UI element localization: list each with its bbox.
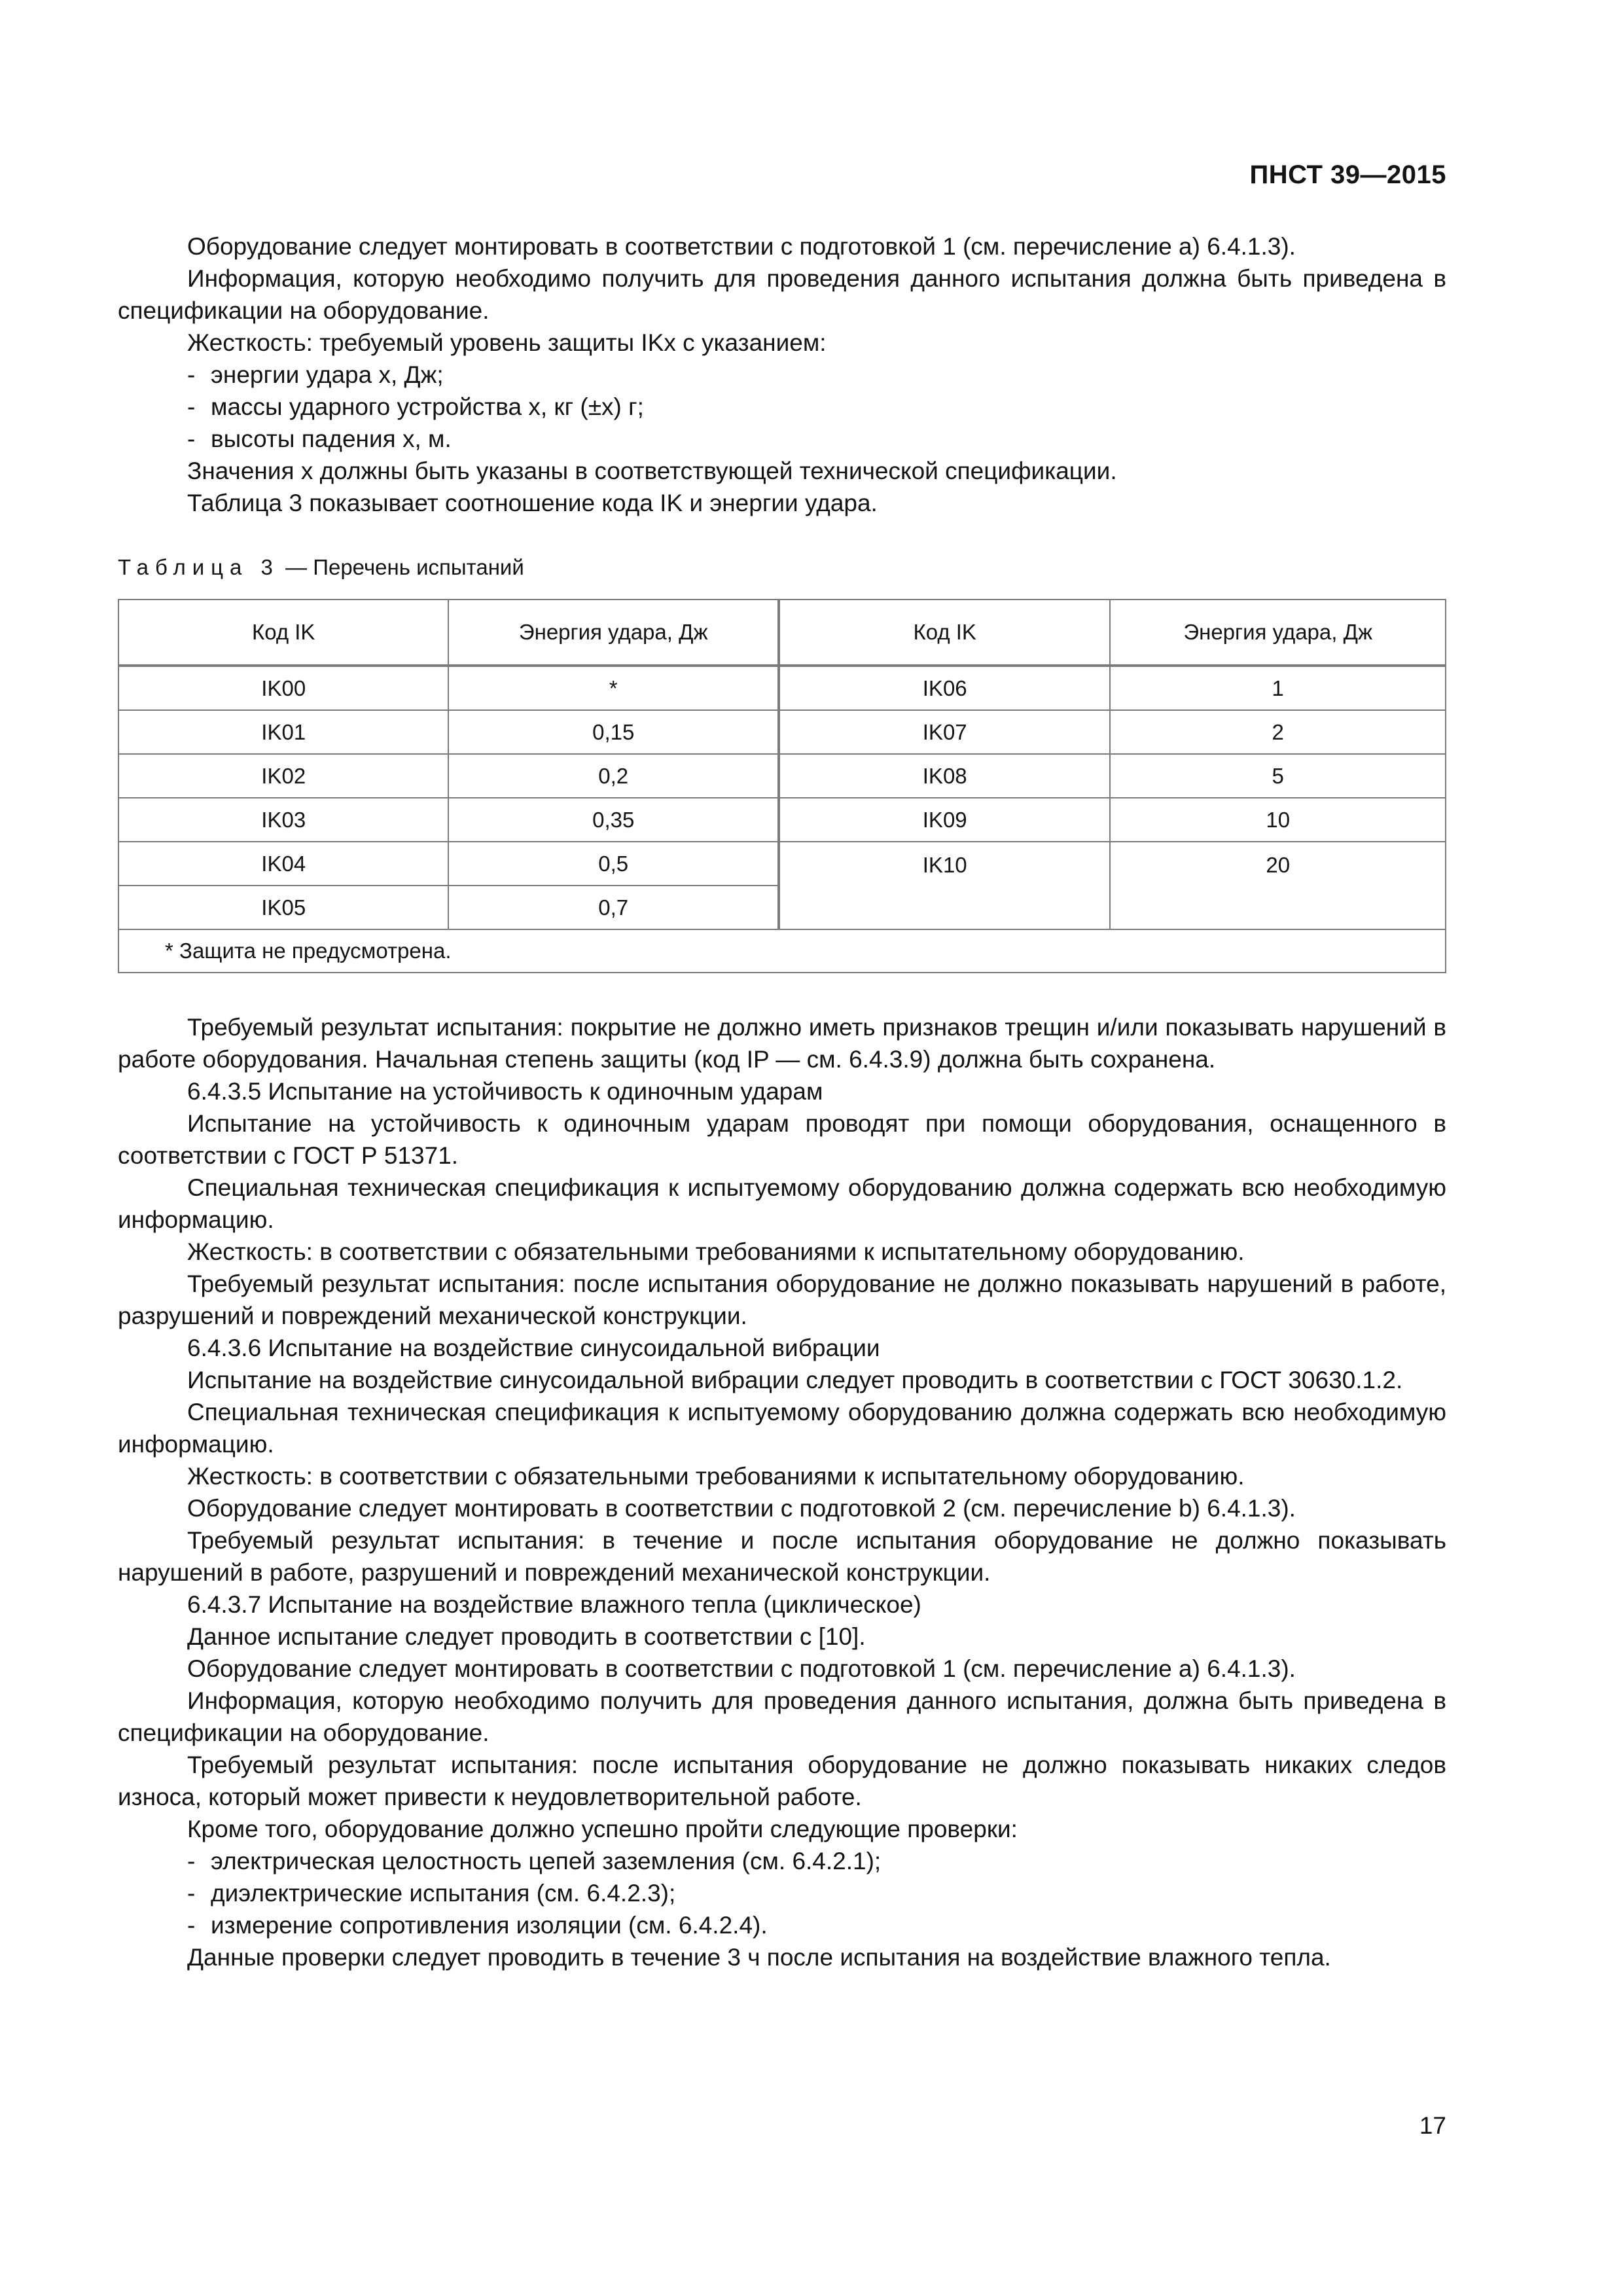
paragraph-text: 6.4.3.7 Испытание на воздействие влажного тепла (циклическое) <box>187 1591 921 1618</box>
paragraph-text: Требуемый результат испытания: после испытания оборудование не должно показывать нарушений в работе, разрушений и повреждений механической конструкции. <box>118 1270 1446 1329</box>
paragraph-text: Специальная техническая спецификация к испытуемому оборудованию должна содержать всю необходимую информацию. <box>118 1399 1446 1458</box>
paragraph-text: Информация, которую необходимо получить для проведения данного испытания должна быть приведена в спецификации на оборудование. <box>118 265 1446 324</box>
paragraph-text: измерение сопротивления изоляции (см. 6.4.2.4). <box>211 1912 768 1939</box>
body-text-top <box>118 230 1446 519</box>
table-header-row <box>118 600 1446 666</box>
paragraph-text: энергии удара x, Дж; <box>211 361 444 388</box>
cell-energy: 0,35 <box>448 798 779 842</box>
bullet-dash: - <box>187 1912 196 1939</box>
paragraph <box>118 1268 1446 1332</box>
cell-energy: 0,2 <box>448 754 779 798</box>
paragraph <box>118 327 1446 359</box>
header-ik-code-right: Код IK <box>779 600 1110 666</box>
paragraph <box>118 1460 1446 1492</box>
paragraph-text: Информация, которую необходимо получить для проведения данного испытания, должна быть приведена в спецификации на оборудование. <box>118 1687 1446 1746</box>
paragraph <box>118 1941 1446 1973</box>
paragraph <box>118 1749 1446 1813</box>
paragraph-text: Данные проверки следует проводить в течение 3 ч после испытания на воздействие влажного тепла. <box>187 1944 1331 1971</box>
paragraph <box>118 1011 1446 1075</box>
paragraph <box>118 1364 1446 1396</box>
paragraph <box>118 1172 1446 1236</box>
cell-ik-code: IK07 <box>779 710 1110 754</box>
list-item <box>118 1845 1446 1877</box>
bullet-dash: - <box>187 393 196 420</box>
list-item <box>118 391 1446 423</box>
cell-ik-code: IK08 <box>779 754 1110 798</box>
paragraph-text: Жесткость: в соответствии с обязательными требованиями к испытательному оборудованию. <box>187 1238 1245 1265</box>
paragraph <box>118 1075 1446 1107</box>
paragraph <box>118 1621 1446 1653</box>
paragraph-text: Специальная техническая спецификация к испытуемому оборудованию должна содержать всю необходимую информацию. <box>118 1174 1446 1233</box>
bullet-dash: - <box>187 425 196 452</box>
cell-ik-code: IK00 <box>118 666 448 710</box>
paragraph-text: Кроме того, оборудование должно успешно пройти следующие проверки: <box>187 1816 1018 1842</box>
table-row <box>118 666 1446 710</box>
table-footnote-row <box>118 929 1446 973</box>
cell-ik-code: IK10 <box>779 842 1110 929</box>
table-row <box>118 798 1446 842</box>
header-ik-code-left: Код IK <box>118 600 448 666</box>
list-item <box>118 423 1446 455</box>
table-caption-label: Таблица 3 <box>118 555 279 579</box>
paragraph <box>118 1685 1446 1749</box>
table-caption-title: — Перечень испытаний <box>285 555 524 579</box>
cell-ik-code: IK02 <box>118 754 448 798</box>
list-item <box>118 1877 1446 1909</box>
cell-ik-code: IK03 <box>118 798 448 842</box>
ik-energy-table <box>118 599 1446 973</box>
paragraph-text: электрическая целостность цепей заземления (см. 6.4.2.1); <box>211 1848 882 1874</box>
paragraph-text: Требуемый результат испытания: в течение и после испытания оборудование не должно показывать нарушений в работе, разрушений и повреждений механической конструкции. <box>118 1527 1446 1586</box>
paragraph-text: Требуемый результат испытания: покрытие не должно иметь признаков трещин и/или показывать нарушений в работе оборудования. Начальная степень защиты (код IP — см. 6.4.3.9) должна быть сохранена. <box>118 1014 1446 1073</box>
cell-energy: 0,7 <box>448 886 779 929</box>
bullet-dash: - <box>187 1880 196 1907</box>
cell-energy: 2 <box>1110 710 1446 754</box>
cell-ik-code: IK04 <box>118 842 448 886</box>
body-text-bottom <box>118 1011 1446 1973</box>
paragraph-text: Данное испытание следует проводить в соответствии с [10]. <box>187 1623 866 1650</box>
table-row <box>118 842 1446 886</box>
paragraph-text: Испытание на устойчивость к одиночным ударам проводят при помощи оборудования, оснащенного в соответствии с ГОСТ Р 51371. <box>118 1110 1446 1169</box>
cell-energy: 0,15 <box>448 710 779 754</box>
cell-energy: 5 <box>1110 754 1446 798</box>
paragraph <box>118 1524 1446 1588</box>
cell-ik-code: IK09 <box>779 798 1110 842</box>
paragraph-text: Жесткость: требуемый уровень защиты IKx с указанием: <box>187 329 827 356</box>
bullet-dash: - <box>187 1848 196 1874</box>
paragraph-text: Оборудование следует монтировать в соответствии с подготовкой 1 (см. перечисление а) 6.4.1.3). <box>187 1655 1296 1682</box>
cell-energy: * <box>448 666 779 710</box>
cell-ik-code: IK06 <box>779 666 1110 710</box>
paragraph-text: высоты падения x, м. <box>211 425 452 452</box>
page-number: 17 <box>1419 2112 1446 2139</box>
table-row <box>118 710 1446 754</box>
paragraph <box>118 1236 1446 1268</box>
paragraph <box>118 1813 1446 1845</box>
list-item <box>118 359 1446 391</box>
cell-energy: 1 <box>1110 666 1446 710</box>
cell-ik-code: IK05 <box>118 886 448 929</box>
paragraph <box>118 1492 1446 1524</box>
paragraph-text: Требуемый результат испытания: после испытания оборудование не должно показывать никаких следов износа, который может привести к неудовлетворительной работе. <box>118 1751 1446 1810</box>
header-energy-left: Энергия удара, Дж <box>448 600 779 666</box>
cell-energy: 0,5 <box>448 842 779 886</box>
cell-energy: 20 <box>1110 842 1446 929</box>
table-caption <box>118 555 524 580</box>
bullet-dash: - <box>187 361 196 388</box>
paragraph-text: массы ударного устройства x, кг (±x) г; <box>211 393 644 420</box>
paragraph-text: 6.4.3.6 Испытание на воздействие синусоидальной вибрации <box>187 1335 880 1361</box>
paragraph-text: Значения x должны быть указаны в соответствующей технической спецификации. <box>187 457 1117 484</box>
paragraph <box>118 1332 1446 1364</box>
paragraph <box>118 230 1446 262</box>
header-energy-right: Энергия удара, Дж <box>1110 600 1446 666</box>
paragraph <box>118 487 1446 519</box>
cell-ik-code: IK01 <box>118 710 448 754</box>
paragraph <box>118 1107 1446 1172</box>
table-row <box>118 754 1446 798</box>
paragraph <box>118 1396 1446 1460</box>
paragraph <box>118 1588 1446 1621</box>
paragraph <box>118 455 1446 487</box>
paragraph-text: Оборудование следует монтировать в соответствии с подготовкой 1 (см. перечисление а) 6.4.1.3). <box>187 233 1296 260</box>
paragraph <box>118 262 1446 327</box>
document-code: ПНСТ 39—2015 <box>1249 160 1446 189</box>
paragraph-text: Жесткость: в соответствии с обязательными требованиями к испытательному оборудованию. <box>187 1463 1245 1490</box>
paragraph <box>118 1653 1446 1685</box>
paragraph-text: 6.4.3.5 Испытание на устойчивость к одиночным ударам <box>187 1078 823 1105</box>
paragraph-text: Оборудование следует монтировать в соответствии с подготовкой 2 (см. перечисление b) 6.4.1.3). <box>187 1495 1296 1522</box>
table-footnote: * Защита не предусмотрена. <box>118 929 1446 973</box>
paragraph-text: Испытание на воздействие синусоидальной вибрации следует проводить в соответствии с ГОСТ 30630.1.2. <box>187 1367 1403 1393</box>
cell-energy: 10 <box>1110 798 1446 842</box>
paragraph-text: диэлектрические испытания (см. 6.4.2.3); <box>211 1880 676 1907</box>
list-item <box>118 1909 1446 1941</box>
paragraph-text: Таблица 3 показывает соотношение кода IK и энергии удара. <box>187 490 878 516</box>
